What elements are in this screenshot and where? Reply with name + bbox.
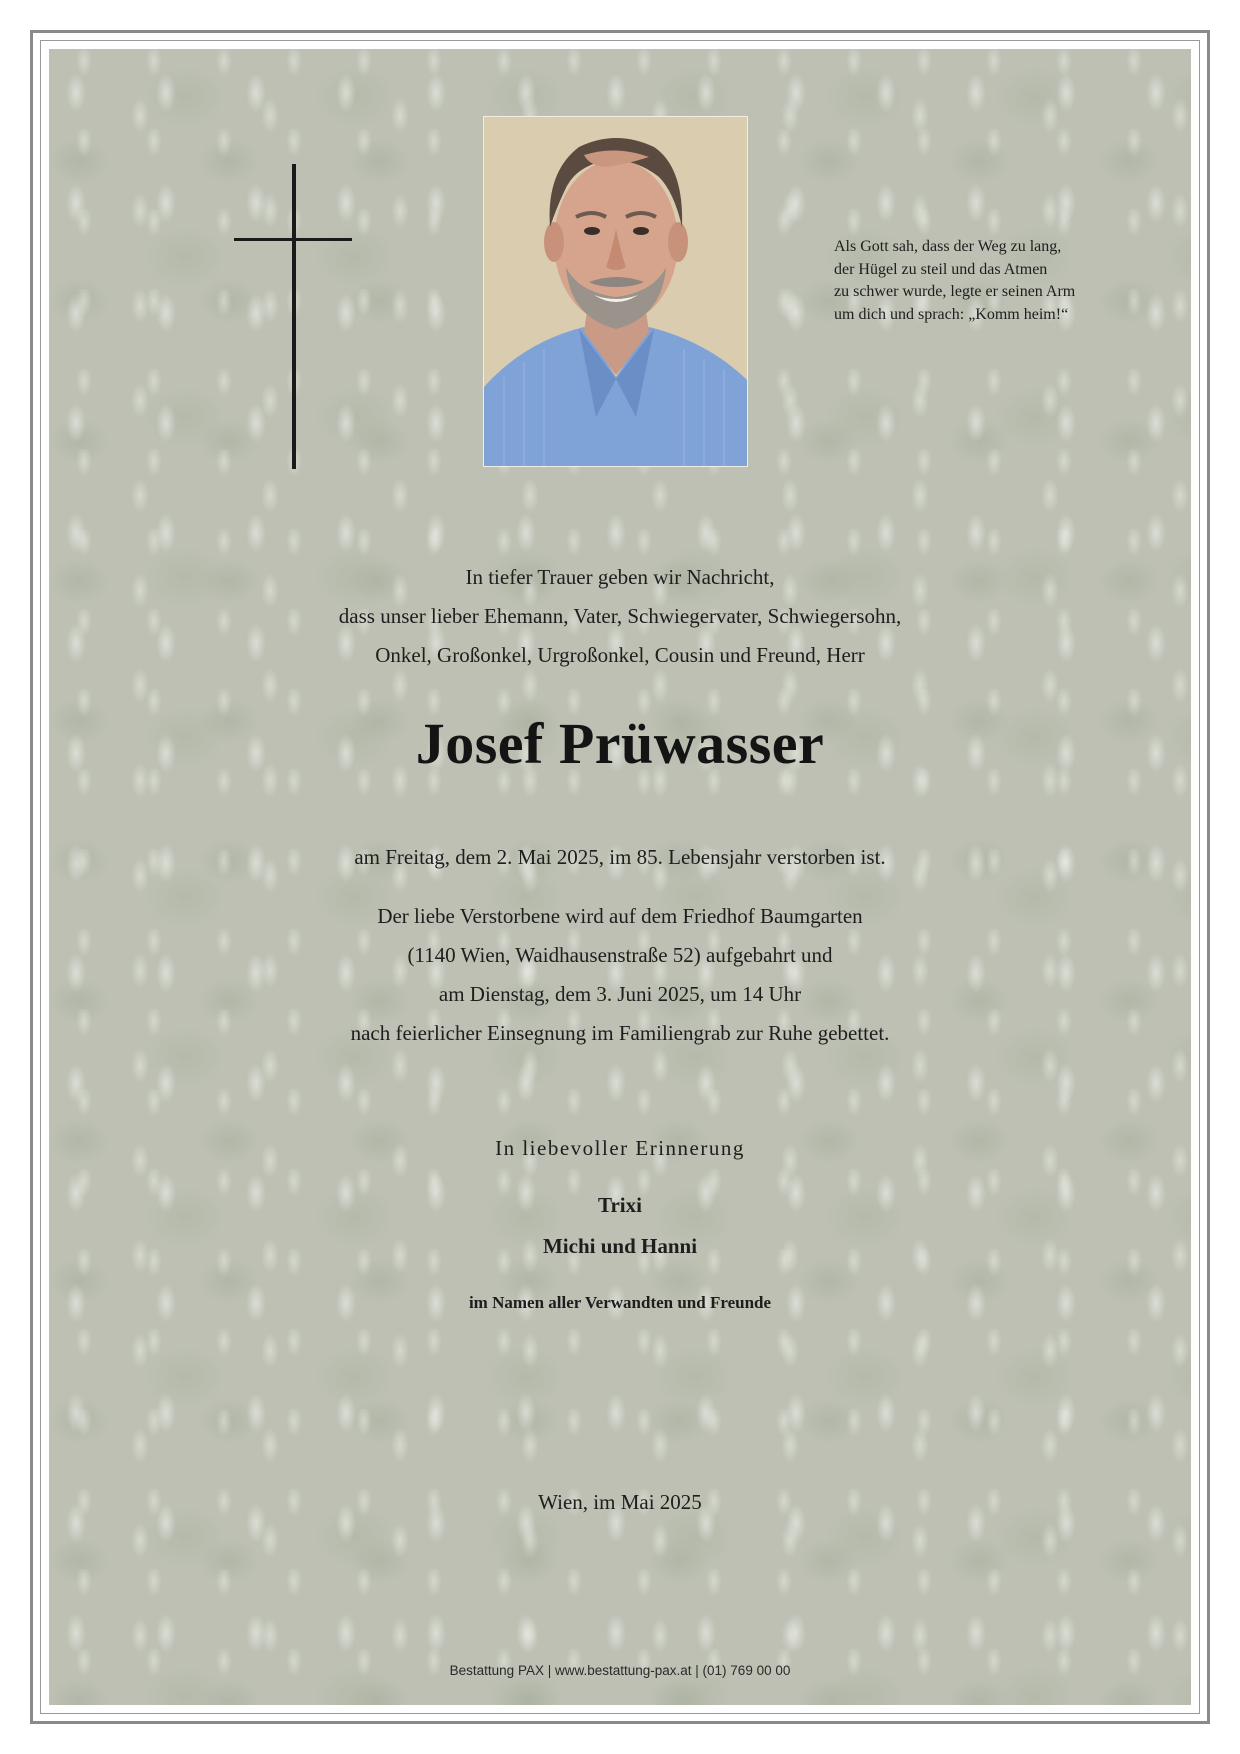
intro-line: Onkel, Großonkel, Urgroßonkel, Cousin und Freund, Herr	[375, 643, 865, 667]
death-line: am Freitag, dem 2. Mai 2025, im 85. Lebensjahr verstorben ist.	[354, 845, 886, 869]
poem-line: der Hügel zu steil und das Atmen	[834, 260, 1048, 278]
intro-line: In tiefer Trauer geben wir Nachricht,	[465, 565, 775, 589]
footer-contact: Bestattung PAX | www.bestattung-pax.at | (01) 769 00 00	[449, 1663, 791, 1678]
place-date: Wien, im Mai 2025	[538, 1490, 702, 1514]
poem-line: Als Gott sah, dass der Weg zu lang,	[834, 238, 1062, 255]
burial-details	[49, 897, 1191, 1053]
deceased-name: Josef Prüwasser	[415, 711, 825, 776]
poem-line: zu schwer wurde, legte er seinen Arm	[834, 283, 1076, 300]
memory-heading: In liebevoller Erinnerung	[495, 1136, 745, 1160]
burial-line: Der liebe Verstorbene wird auf dem Friedhof Baumgarten	[377, 904, 863, 928]
behalf-line: im Namen aller Verwandten und Freunde	[468, 1293, 772, 1312]
portrait-photo	[483, 116, 748, 467]
mourner-name: Trixi	[598, 1193, 642, 1217]
burial-line: am Dienstag, dem 3. Juni 2025, um 14 Uhr	[438, 982, 802, 1006]
intro-text	[49, 558, 1191, 675]
burial-line: nach feierlicher Einsegnung im Familiengrab zur Ruhe gebettet.	[350, 1021, 890, 1045]
intro-line: dass unser lieber Ehemann, Vater, Schwiegervater, Schwiegersohn,	[338, 604, 902, 628]
poem-quote	[834, 236, 1164, 326]
burial-line: (1140 Wien, Waidhausenstraße 52) aufgebahrt und	[407, 943, 833, 967]
mourner-name: Michi und Hanni	[542, 1234, 698, 1258]
poem-line: um dich und sprach: „Komm heim!“	[834, 305, 1069, 323]
